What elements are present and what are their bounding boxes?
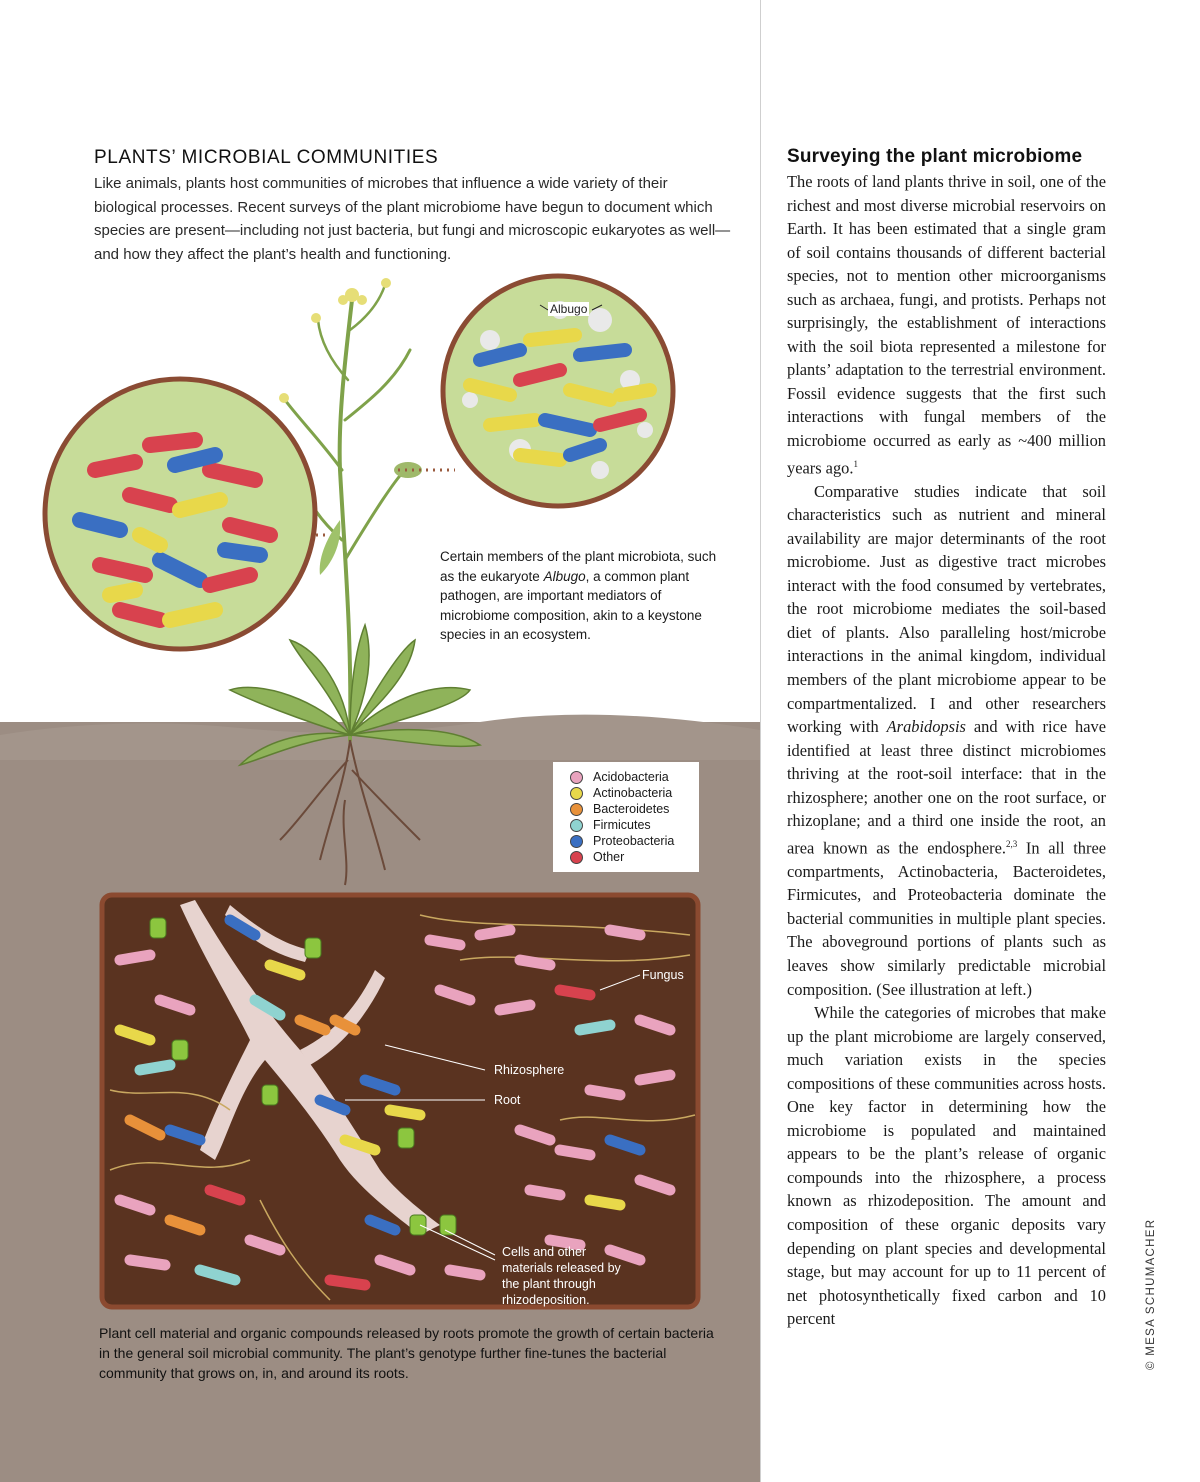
root-label: Root: [494, 1093, 521, 1107]
article-column: [787, 146, 1106, 1331]
leaf-microbe-circle: [45, 379, 315, 649]
column-divider: [760, 0, 761, 1482]
legend-item: Bacteroidetes: [553, 801, 699, 817]
paragraph: Comparative studies indicate that soil characteristics such as nutrient and mineral availability are major determinants of the root microbiome. Just as digestive tract microbes interact with the food consumed by vertebrates, the root microbiome mediates the soil-based diet of plants. Also paralleling host/microbe interactions in the animal kingdom, individual members of the plant microbiome appear to be compartmentalized. I and other researchers working with Arabidopsis and with rice have identified at least three distinct microbiomes thriving at the root-soil interface: that in the rhizosphere; another one on the root surface, or rhizoplane; and a third one inside the root, an area known as the endosphere.$^{2,3}$ In all three compartments, Actinobacteria, Bacteroidetes, Firmicutes, and Proteobacteria dominate the bacterial communities in multiple plant species. The aboveground portions of plants such as leaves show similarly predictable microbial composition. (See illustration at left.): [787, 481, 1107, 999]
flower-cluster: [279, 278, 391, 403]
figure-intro: Like animals, plants host communities of microbes that influence a wide variety of their biological processes. Recent surveys of the plant microbiome have begun to document which species are present—including not just bacteria, but fungi and microscopic eukaryotes as well—and how they affect the plant’s health and functioning.: [94, 175, 731, 263]
legend-swatch: [570, 835, 583, 848]
legend-swatch: [570, 851, 583, 864]
soil-caption: Plant cell material and organic compounds released by roots promote the growth of certain bacteria in the general soil microbial community. The plant’s genotype further fine-tunes the bacterial community that grows on, in, and around its roots.: [99, 1325, 714, 1381]
paragraph: The roots of land plants thrive in soil, one of the richest and most diverse microbial reservoirs on Earth. It has been estimated that a single gram of soil contains thousands of different bacterial species, not to mention other microorganisms such as archaea, fungi, and protists. Perhaps not surprisingly, the establishment of interactions with the soil biota represented a milestone for plants’ adaptation to the terrestrial environment. Fossil evidence suggests that the first such interactions with fungal members of the microbiome occurred as early as ~400 million years ago.$^1$: [787, 172, 1106, 478]
paragraph: While the categories of microbes that make up the plant microbiome are largely conserved, much variation exists in the species compositions of these communities across hosts. One key factor in determining how the microbiome is populated and maintained appears to be the plant’s release of organic compounds into the rhizosphere, a process known as rhizodeposition. The amount and composition of these organic deposits vary depending on plant species and developmental stage, but may account for up to 11 percent of net photosynthetically fixed carbon and 10 percent: [787, 1003, 1106, 1329]
legend-swatch: [570, 771, 583, 784]
article-heading: Surveying the plant microbiome: [787, 146, 1083, 167]
fungus-label: Fungus: [642, 968, 684, 982]
legend-item: Actinobacteria: [553, 785, 699, 801]
rhizosphere-label: Rhizosphere: [494, 1063, 565, 1077]
legend-swatch: [570, 819, 583, 832]
legend-item: Acidobacteria: [553, 769, 699, 785]
phylum-legend: [553, 762, 699, 872]
roots: [280, 740, 420, 885]
legend-item: Proteobacteria: [553, 833, 699, 849]
legend-swatch: [570, 787, 583, 800]
legend-item: Firmicutes: [553, 817, 699, 833]
albugo-caption: Certain members of the plant microbiota, such as the eukaryote Albugo, a common plant pathogen, are important mediators of microbiome composition, akin to a keystone species in an ecosystem.: [440, 549, 717, 642]
legend-swatch: [570, 803, 583, 816]
article-body: [787, 170, 1106, 1331]
albugo-label: Albugo: [550, 302, 588, 316]
illustration-credit: © MESA SCHUMACHER: [1145, 1218, 1157, 1370]
figure-title: PLANTS’ MICROBIAL COMMUNITIES: [94, 147, 439, 168]
rhizodeposition-label: Cells and other materials released by the plant through rhizodeposition.: [502, 1245, 621, 1307]
legend-item: Other: [553, 849, 699, 865]
